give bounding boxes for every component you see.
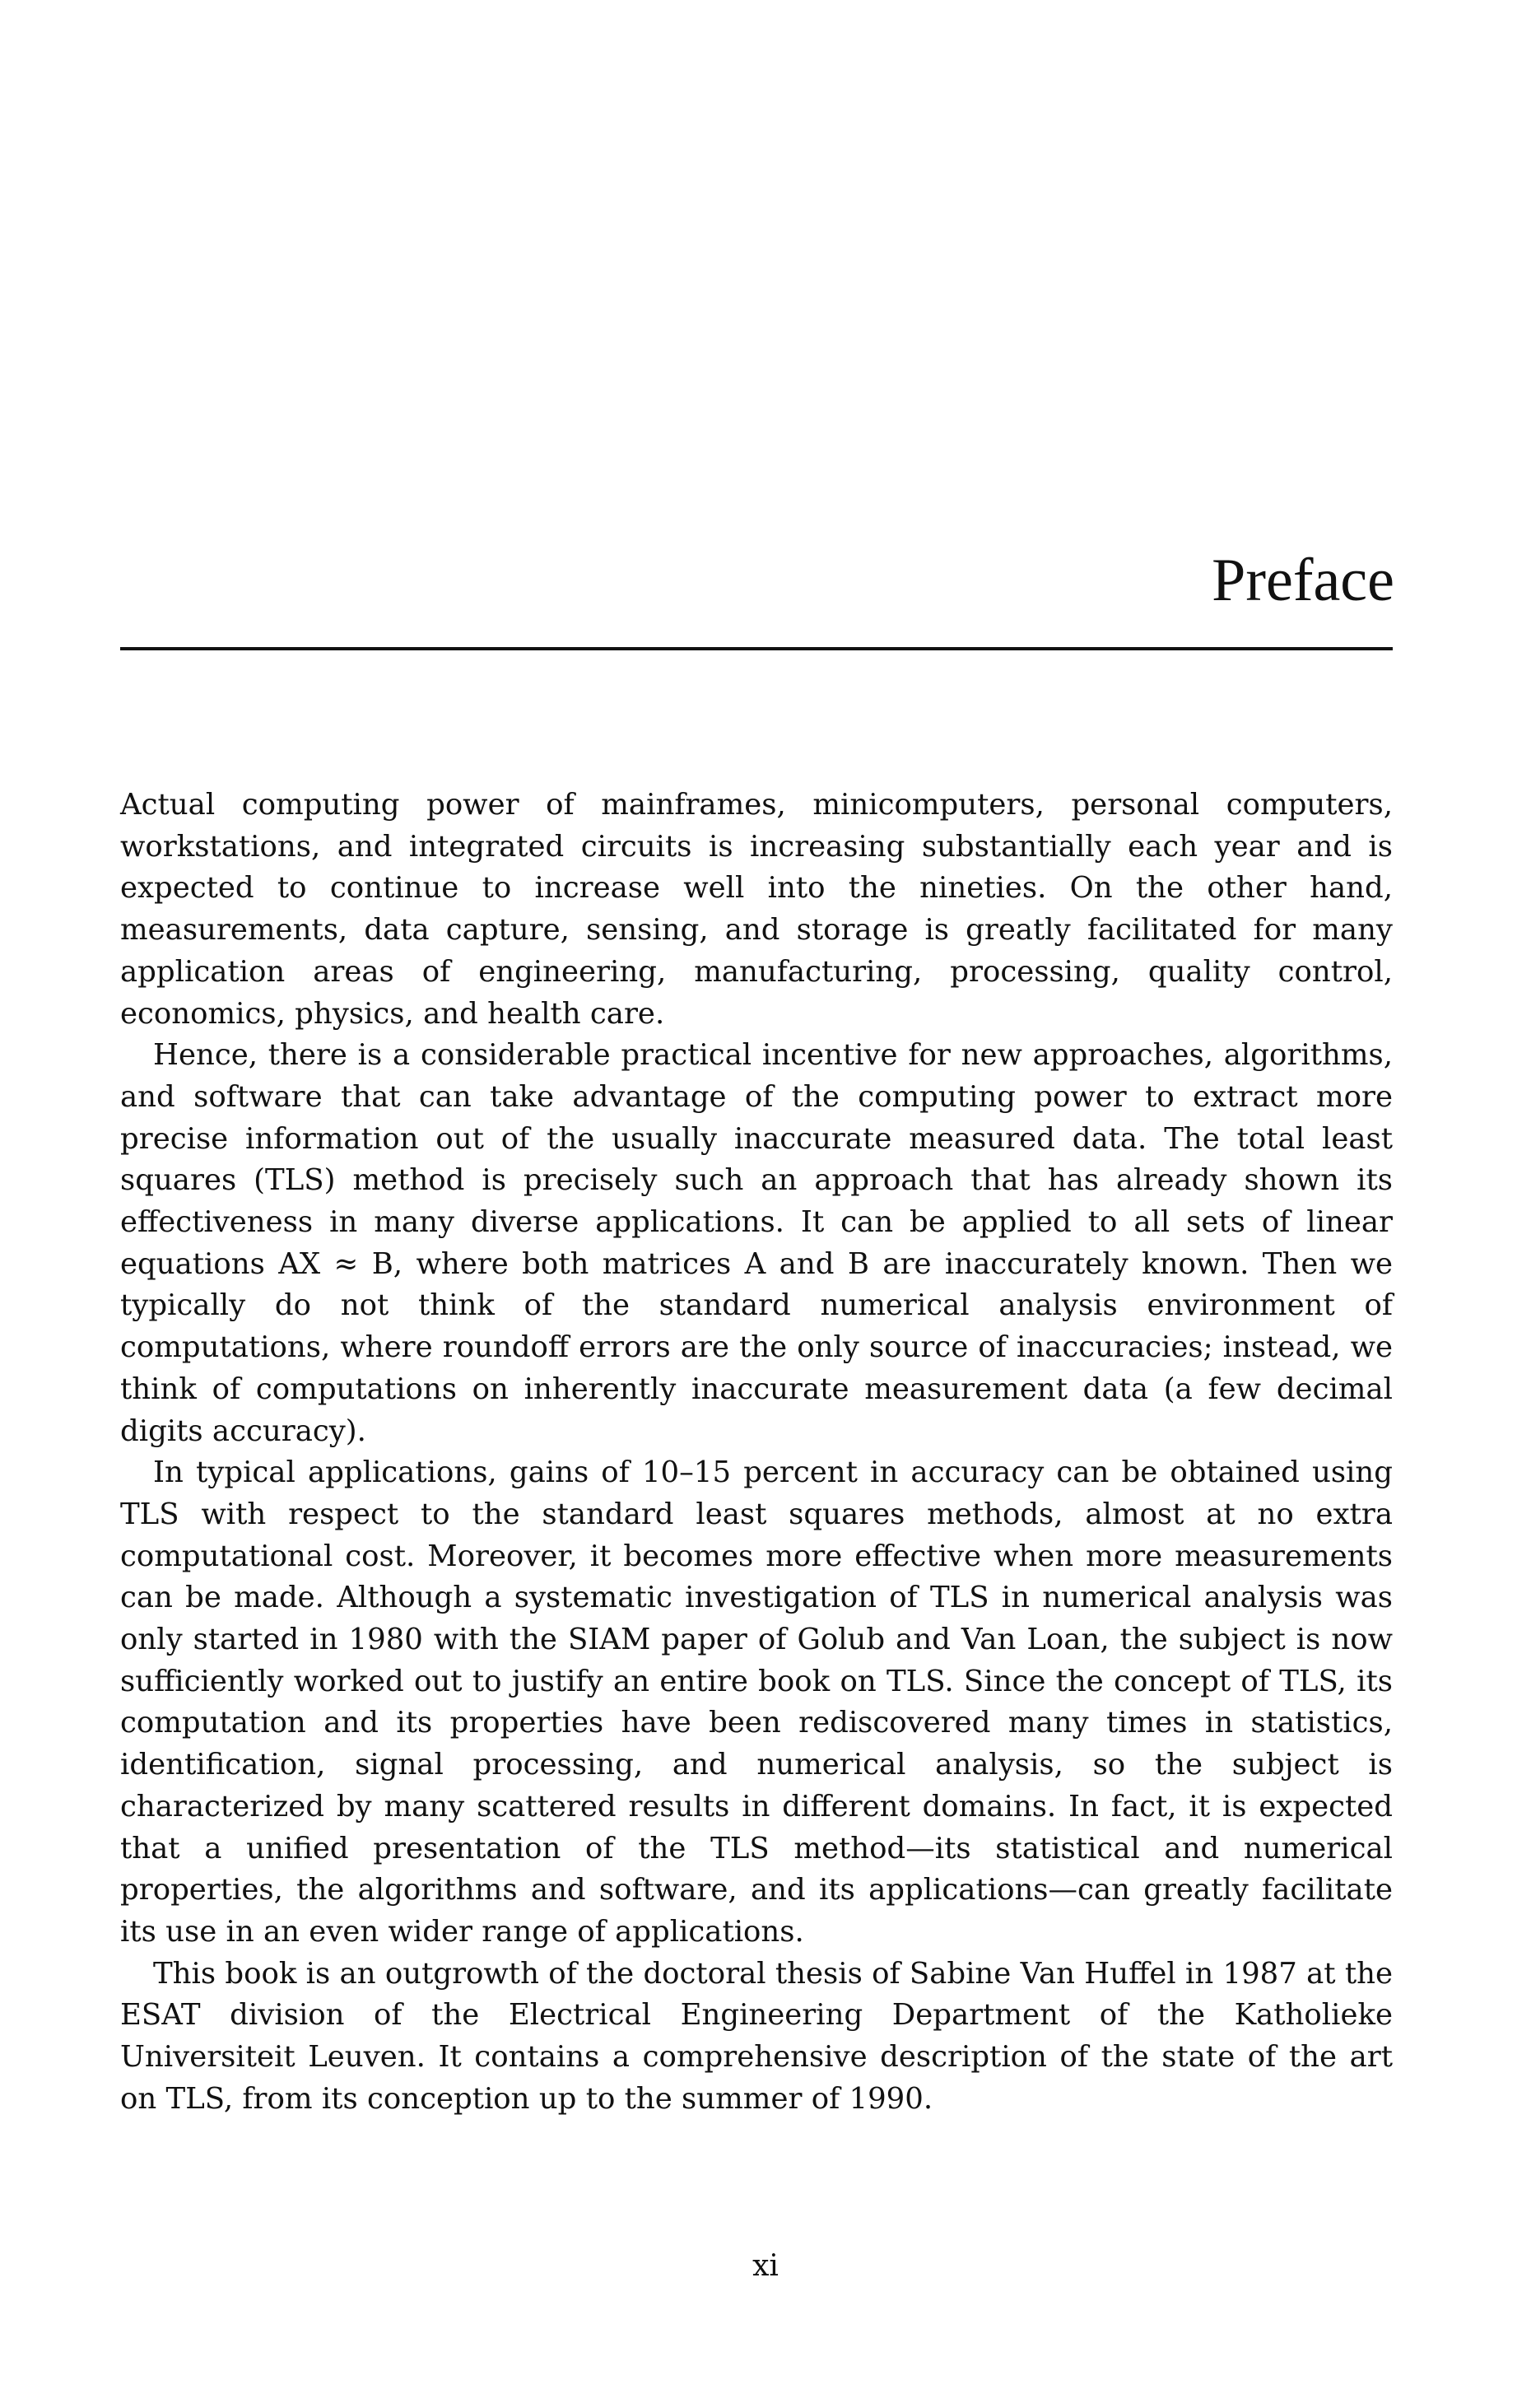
paragraph-4: This book is an outgrowth of the doctoral thesis of Sabine Van Huffel in 1987 at the ESAT division of the Electrical Engineering Department of the Katholieke Universiteit Leuven. It contains a comprehensive description of the state of the art on TLS, from its conception up to the summer of 1990. <box>120 1956 1393 2116</box>
chapter-title: Preface <box>1212 547 1394 614</box>
paragraph-3: In typical applications, gains of 10–15 percent in accuracy can be obtained using TLS with respect to the standard least squares methods, almost at no extra computational cost. Moreover, it becomes more effective when more measurements can be made. Although a systematic investigation of TLS in numerical analysis was only started in 1980 with the SIAM paper of Golub and Van Loan, the subject is now sufficiently worked out to justify an entire book on TLS. Since the concept of TLS, its computation and its properties have been rediscovered many times in statistics, identification, signal processing, and numerical analysis, so the subject is characterized by many scattered results in different domains. In fact, it is expected that a unified presentation of the TLS method—its statistical and numerical properties, the algorithms and software, and its applications—can greatly facilitate its use in an even wider range of applications. <box>120 1456 1393 1949</box>
paragraph-1: Actual computing power of mainframes, minicomputers, personal computers, workstations, and integrated circuits is increasing substantially each year and is expected to continue to increase well into the nineties. On the other hand, measurements, data capture, sensing, and storage is greatly facilitated for many application areas of engineering, manufacturing, processing, quality control, economics, physics, and health care. <box>120 788 1393 1031</box>
page-number: xi <box>752 2249 779 2283</box>
preface-body <box>120 785 1393 2121</box>
paragraph-2: Hence, there is a considerable practical incentive for new approaches, algorithms, and software that can take advantage of the computing power to extract more precise information out of the usually inaccurate measured data. The total least squares (TLS) method is precisely such an approach that has already shown its effectiveness in many diverse applications. It can be applied to all sets of linear equations AX ≈ B, where both matrices A and B are inaccurately known. Then we typically do not think of the standard numerical analysis environment of computations, where roundoff errors are the only source of inaccuracies; instead, we think of computations on inherently inaccurate measurement data (a few decimal digits accuracy). <box>120 1038 1393 1448</box>
title-rule <box>120 647 1393 650</box>
